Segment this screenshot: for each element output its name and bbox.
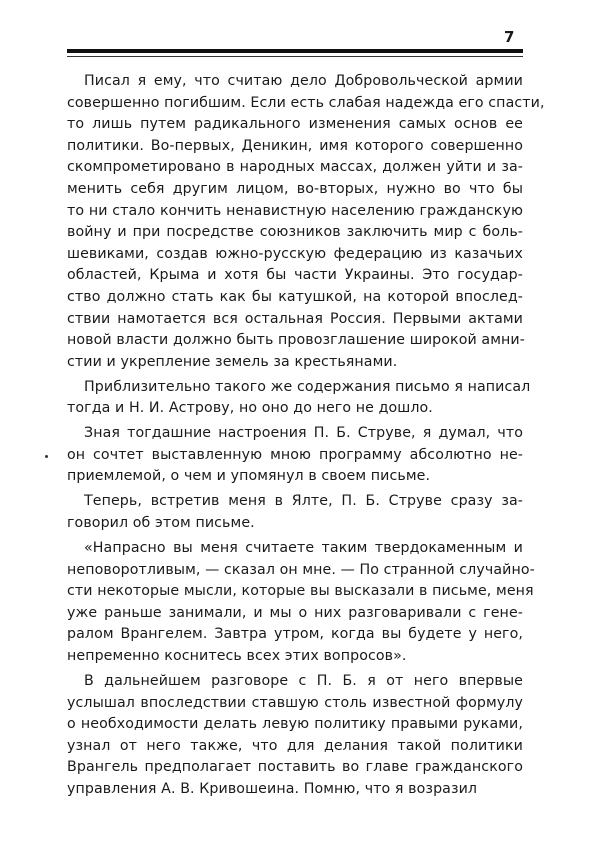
paragraph	[67, 538, 535, 668]
text-line: услышал впоследствии ставшую столь известной формулу	[67, 694, 523, 711]
header-rule-thick	[67, 49, 523, 53]
text-line: Приблизительно такого же содержания письмо я написал	[84, 378, 531, 395]
text-line: Зная тогдашние настроения П. Б. Струве, я думал, что	[84, 425, 523, 442]
text-line: говорил об этом письме.	[67, 515, 255, 532]
text-line: тогда и Н. И. Астрову, но оно до него не дошло.	[67, 400, 433, 417]
text-line: новой власти должно быть провозглашение широкой амни-	[67, 332, 525, 349]
text-line: совершенно погибшим. Если есть слабая надежда его спасти,	[67, 94, 545, 111]
text-line: он сочтет выставленную мною программу абсолютно не-	[67, 446, 523, 463]
text-line: непременно коснитесь всех этих вопросов».	[67, 648, 407, 664]
text-line: Писал я ему, что считаю дело Добровольческой армии	[84, 73, 523, 89]
paragraph	[67, 71, 545, 373]
text-line: сти некоторые мысли, которые вы высказали в письме, меня	[67, 583, 534, 600]
text-line: шевиками, создав южно-русскую федерацию из казачьих	[67, 245, 523, 262]
text-line: скомпрометировано в народных массах, должен уйти и за-	[67, 159, 523, 176]
text-line: В дальнейшем разговоре с П. Б. я от него впервые	[84, 672, 523, 689]
text-line: приемлемой, о чем и упомянул в своем письме.	[67, 468, 431, 485]
paragraph	[67, 377, 531, 420]
text-line: стии и укрепление земель за крестьянами.	[67, 353, 398, 370]
paragraph	[67, 423, 523, 488]
text-line: то лишь путем радикального изменения самых основ ее	[67, 116, 523, 133]
text-line: ралом Врангелем. Завтра утром, когда вы будете у него,	[67, 626, 523, 643]
paragraph	[67, 491, 523, 534]
print-speck	[45, 455, 48, 458]
text-line: узнал от него также, что для делания такой политики	[67, 737, 523, 754]
page-number: 7	[504, 28, 515, 46]
text-line: менить себя другим лицом, во-вторых, нужно во что бы	[67, 180, 523, 197]
text-line: войну и при посредстве союзников заключить мир с боль-	[67, 224, 523, 241]
text-line: Теперь, встретив меня в Ялте, П. Б. Струве сразу за-	[84, 493, 523, 510]
header-rule-thin	[67, 56, 523, 57]
text-line: управления А. В. Кривошеина. Помню, что я возразил	[67, 780, 478, 797]
text-line: уже раньше занимали, и мы о них разговаривали с гене-	[67, 604, 523, 621]
text-line: о необходимости делать левую политику правыми руками,	[67, 716, 523, 733]
text-line: ствии намотается вся остальная Россия. Первыми актами	[67, 310, 523, 327]
page-body-text	[67, 71, 545, 804]
paragraph	[67, 671, 523, 801]
text-line: ство должно стать как бы катушкой, на которой впослед-	[67, 288, 523, 305]
text-line: политики. Во-первых, Деникин, имя которого совершенно	[67, 137, 523, 154]
text-line: областей, Крыма и хотя бы части Украины. Это государ-	[67, 267, 523, 284]
text-line: то ни стало кончить ненавистную населению гражданскую	[67, 202, 523, 219]
text-line: Врангель предполагает поставить во главе гражданского	[67, 759, 523, 776]
text-line: неповоротливым, — сказал он мне. — По странной случайно-	[67, 561, 535, 578]
text-line: «Напрасно вы меня считаете таким твердокаменным и	[84, 540, 523, 557]
